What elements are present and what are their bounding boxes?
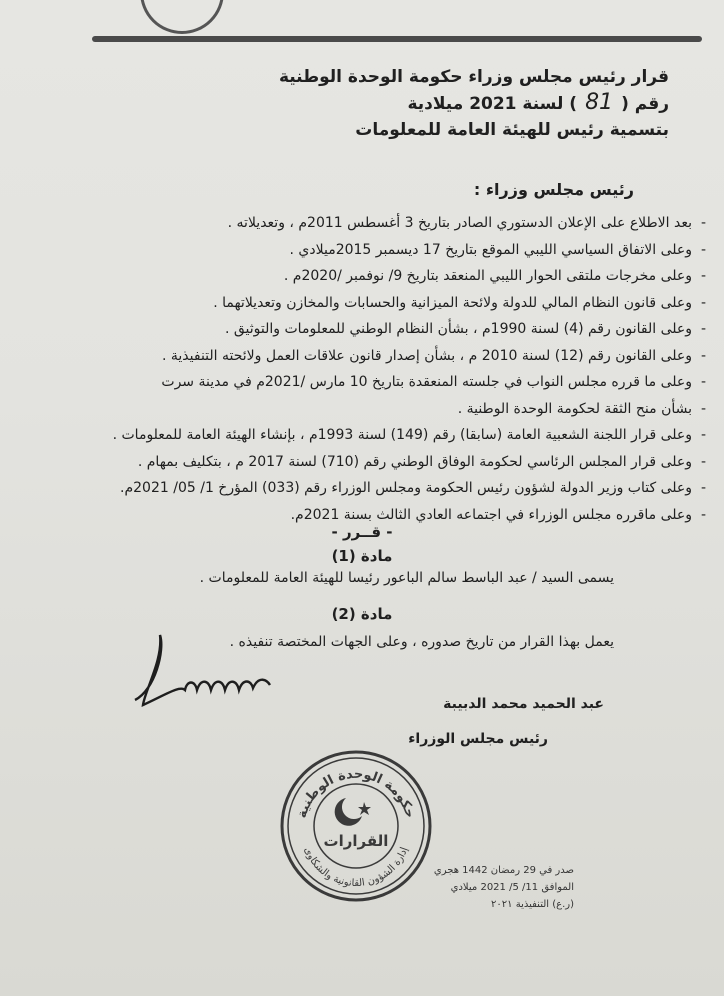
seal-bottom-text: إدارة الشؤون القانونية والشكاوى — [301, 845, 411, 890]
clause: - بعد الاطلاع على الإعلان الدستوري الصادر بتاريخ 3 أغسطس 2011م ، وتعديلاته . — [6, 210, 706, 237]
header-line-1: قرار رئيس مجلس وزراء حكومة الوحدة الوطنية — [278, 67, 669, 87]
decision-heading: - قــرر - — [331, 523, 393, 541]
stamp-line: صدر في 29 رمضان 1442 هجري — [433, 865, 574, 876]
clause: - وعلى ما قرره مجلس النواب في جلسته المنعقدة بتاريخ 10 مارس /2021م في مدينة سرت — [6, 369, 706, 396]
clause: - وعلى كتاب وزير الدولة لشؤون رئيس الحكومة ومجلس الوزراء رقم (033) المؤرخ 1/ 05/ 2021م. — [6, 475, 706, 502]
svg-text:حكومة الوحدة الوطنية — [295, 767, 418, 820]
issue-date-stamp — [434, 862, 574, 913]
signatory-title: رئيس مجلس الوزراء — [408, 731, 548, 747]
stamp-line: الموافق 11/ 5/ 2021 ميلادي — [450, 882, 574, 893]
header-number-suffix: ) لسنة 2021 ميلادية — [407, 94, 578, 114]
clause: - وعلى القانون رقم (4) لسنة 1990م ، بشأن النظام الوطني للمعلومات والتوثيق . — [6, 316, 706, 343]
clause-continuation: - بشأن منح الثقة لحكومة الوحدة الوطنية . — [6, 396, 706, 423]
header-line-3: بتسمية رئيس للهيئة العامة للمعلومات — [355, 120, 669, 140]
clause: - وعلى مخرجات ملتقى الحوار الليبي المنعقد بتاريخ 9/ نوفمبر /2020م . — [6, 263, 706, 290]
star-icon — [358, 802, 371, 815]
official-seal — [276, 746, 436, 906]
crescent-icon — [335, 798, 362, 826]
clause: - وعلى قرار المجلس الرئاسي لحكومة الوفاق الوطني رقم (710) لسنة 2017 م ، بتكليف بمهام . — [6, 449, 706, 476]
decision-number: 81 — [585, 90, 614, 115]
seal-center-text: القرارات — [323, 832, 389, 850]
article-2-text: يعمل بهذا القرار من تاريخ صدوره ، وعلى الجهات المختصة تنفيذه . — [229, 634, 614, 650]
handwritten-signature — [125, 630, 275, 720]
top-seal-fragment — [140, 0, 224, 34]
signatory-name: عبد الحميد محمد الدبيبة — [443, 696, 604, 712]
header-line-2 — [109, 90, 669, 117]
top-border-line — [92, 36, 702, 42]
article-2-title: مادة (2) — [331, 605, 393, 623]
article-1-text: يسمى السيد / عبد الباسط سالم الباعور رئيسا للهيئة العامة للمعلومات . — [199, 570, 614, 586]
stamp-line: (ر.ع) التنفيذية ٢٠٢١ — [491, 899, 574, 910]
article-1-title: مادة (1) — [331, 547, 393, 565]
clause: - وعلى قرار اللجنة الشعبية العامة (سابقا) رقم (149) لسنة 1993م ، بإنشاء الهيئة العامة للمعلومات . — [6, 422, 706, 449]
intro-line: رئيس مجلس وزراء : — [473, 180, 634, 199]
header-number-prefix: رقم ( — [621, 94, 669, 114]
clause: - وعلى الاتفاق السياسي الليبي الموقع بتاريخ 17 ديسمبر 2015ميلادي . — [6, 237, 706, 264]
seal-top-text: حكومة الوحدة الوطنية — [294, 766, 418, 820]
clause: - وعلى ماقرره مجلس الوزراء في اجتماعه العادي الثالث بسنة 2021م. — [6, 502, 706, 529]
clause: - وعلى القانون رقم (12) لسنة 2010 م ، بشأن إصدار قانون علاقات العمل ولائحته التنفيذية . — [6, 343, 706, 370]
preamble-clauses — [6, 210, 706, 528]
clause: - وعلى قانون النظام المالي للدولة ولائحة الميزانية والحسابات والمخازن وتعديلاتهما . — [6, 290, 706, 317]
decision-header — [109, 64, 669, 143]
